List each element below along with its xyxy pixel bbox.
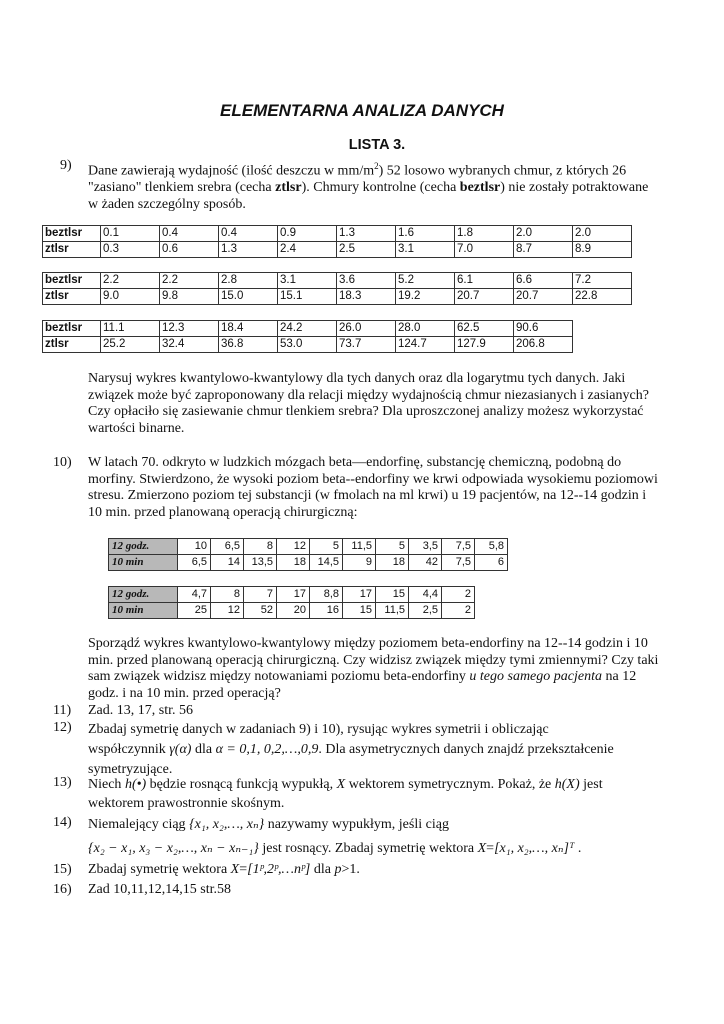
exercise-9-number: 9) [60, 158, 72, 173]
endorphin-table-1 [108, 538, 508, 571]
exercise-11-number: 11) [53, 703, 72, 718]
table-cell: 25 [178, 603, 211, 619]
table-cell: 15 [343, 603, 376, 619]
row-label-12h: 12 godz. [109, 587, 178, 603]
differences-formula: {x₂ − x₁, x₃ − x₂,…, xₙ − xₙ₋₁} [88, 841, 259, 856]
table-cell: 2,5 [409, 603, 442, 619]
table-cell: 8,8 [310, 587, 343, 603]
table-cell: 14,5 [310, 555, 343, 571]
table-cell: 9.8 [160, 289, 219, 305]
table-cell: 2.5 [337, 242, 396, 258]
table-cell: 25.2 [101, 337, 160, 353]
table-cell: 7,5 [442, 555, 475, 571]
table-cell: 26.0 [337, 321, 396, 337]
table-cell: 4,7 [178, 587, 211, 603]
row-label-beztlsr: beztlsr [43, 226, 101, 242]
cloud-data-table-1 [42, 225, 632, 258]
table-row-10min [109, 603, 475, 619]
table-cell: 17 [277, 587, 310, 603]
table-cell: 16 [310, 603, 343, 619]
exercise-10-number: 10) [53, 455, 72, 470]
table-cell: 1.3 [219, 242, 278, 258]
table-cell: 11,5 [376, 603, 409, 619]
exercise-12-number: 12) [53, 720, 72, 735]
table-cell: 20 [277, 603, 310, 619]
table-cell: 12.3 [160, 321, 219, 337]
table-row-ztlsr [43, 289, 632, 305]
table-cell: 18.4 [219, 321, 278, 337]
exercise-9-question: Narysuj wykres kwantylowo-kwantylowy dla tych danych oraz dla logarytmu tych danych. Jaki związek może być zaproponowany dla relacji między wydajnością chmur niezasianych i zasianych? Czy opłaciło się zasiewanie chmur tlenkiem srebra? Dla uproszczonej analizy możesz wykorzystać wartości binarne. [88, 371, 649, 436]
table-cell: 36.8 [219, 337, 278, 353]
table-row-10min [109, 555, 508, 571]
table-cell: 2.8 [219, 273, 278, 289]
cloud-data-table-3 [42, 320, 573, 353]
table-cell: 52 [244, 603, 277, 619]
table-cell: 2.2 [160, 273, 219, 289]
row-label-12h: 12 godz. [109, 539, 178, 555]
table-cell: 5 [310, 539, 343, 555]
gamma-alpha-formula: γ(α) [169, 742, 192, 757]
table-cell: 124.7 [396, 337, 455, 353]
table-cell: 0.3 [101, 242, 160, 258]
power-vector-formula: [1ᵖ,2ᵖ,…nᵖ] [247, 862, 311, 877]
row-label-ztlsr: ztlsr [43, 337, 101, 353]
table-cell: 90.6 [514, 321, 573, 337]
table-cell: 28.0 [396, 321, 455, 337]
exercise-14-text: Niemalejący ciąg {x₁, x₂,…, xₙ} nazywamy wypukłym, jeśli ciąg {x₂ − x₁, x₃ − x₂,…, xₙ − xₙ₋₁} jest rosnący. Zbadaj symetrię wektora X=[x₁, x₂,…, xₙ]ᵀ . [88, 817, 582, 856]
table-cell: 0.4 [219, 226, 278, 242]
sequence-formula: {x₁, x₂,…, xₙ} [189, 817, 265, 832]
table-cell: 3.1 [278, 273, 337, 289]
list-subtitle: LISTA 3. [348, 137, 406, 153]
table-cell: 206.8 [514, 337, 573, 353]
exercise-13-number: 13) [53, 775, 72, 790]
table-cell: 7 [244, 587, 277, 603]
table-cell: 3.1 [396, 242, 455, 258]
table-cell: 1.8 [455, 226, 514, 242]
table-cell: 8 [244, 539, 277, 555]
table-cell: 7,5 [442, 539, 475, 555]
table-cell: 53.0 [278, 337, 337, 353]
table-cell: 17 [343, 587, 376, 603]
table-cell: 18 [376, 555, 409, 571]
table-cell: 15.0 [219, 289, 278, 305]
table-cell: 127.9 [455, 337, 514, 353]
table-cell: 20.7 [455, 289, 514, 305]
table-cell: 42 [409, 555, 442, 571]
table-cell: 19.2 [396, 289, 455, 305]
table-cell: 1.3 [337, 226, 396, 242]
row-label-10min: 10 min [109, 603, 178, 619]
exercise-15-number: 15) [53, 862, 72, 877]
table-cell: 12 [277, 539, 310, 555]
table-cell: 12 [211, 603, 244, 619]
table-cell: 20.7 [514, 289, 573, 305]
table-cell: 7.2 [573, 273, 632, 289]
table-cell: 2.0 [573, 226, 632, 242]
table-cell: 2.2 [101, 273, 160, 289]
exercise-15-text: Zbadaj symetrię wektora X=[1ᵖ,2ᵖ,…nᵖ] dla p>1. [88, 862, 360, 877]
document-title: ELEMENTARNA ANALIZA DANYCH [220, 101, 504, 120]
table-row-12h [109, 587, 475, 603]
table-row-beztlsr [43, 273, 632, 289]
table-cell: 4,4 [409, 587, 442, 603]
row-label-10min: 10 min [109, 555, 178, 571]
table-cell: 32.4 [160, 337, 219, 353]
table-row-12h [109, 539, 508, 555]
exercise-14-number: 14) [53, 815, 72, 830]
exercise-16-number: 16) [53, 882, 72, 897]
table-cell: 3,5 [409, 539, 442, 555]
table-cell: 15.1 [278, 289, 337, 305]
table-cell: 6,5 [211, 539, 244, 555]
table-cell: 6.1 [455, 273, 514, 289]
table-cell: 15 [376, 587, 409, 603]
vector-formula: [x₁, x₂,…, xₙ]ᵀ [494, 841, 575, 856]
table-cell: 6.6 [514, 273, 573, 289]
cloud-data-table-2 [42, 272, 632, 305]
row-label-ztlsr: ztlsr [43, 242, 101, 258]
exercise-10-text: W latach 70. odkryto w ludzkich mózgach beta—endorfinę, substancję chemiczną, podobną do morfiny. Stwierdzono, że wysoki poziom beta--endorfiny we krwi odpowiada wysokiemu poziomowi stresu. Zmierzono poziom tej substancji (w fmolach na ml krwi) u 19 pacjentów, na 12--14 godzin i 10 min. przed planowaną operacją chirurgiczną: [88, 455, 658, 520]
table-cell: 11,5 [343, 539, 376, 555]
table-cell: 73.7 [337, 337, 396, 353]
table-cell: 0.4 [160, 226, 219, 242]
table-cell: 10 [178, 539, 211, 555]
table-row-beztlsr [43, 226, 632, 242]
exercise-16-text: Zad 10,11,12,14,15 str.58 [88, 882, 231, 897]
table-cell: 0.1 [101, 226, 160, 242]
table-cell: 14 [211, 555, 244, 571]
table-cell: 8.9 [573, 242, 632, 258]
table-cell: 2.4 [278, 242, 337, 258]
table-cell: 7.0 [455, 242, 514, 258]
table-cell: 24.2 [278, 321, 337, 337]
table-cell: 8.7 [514, 242, 573, 258]
table-row-beztlsr [43, 321, 573, 337]
exercise-13-text: Niech h(•) będzie rosnącą funkcją wypukłą, X wektorem symetrycznym. Pokaż, że h(X) jest wektorem prawostronnie skośnym. [88, 777, 603, 811]
row-label-ztlsr: ztlsr [43, 289, 101, 305]
table-cell: 9.0 [101, 289, 160, 305]
row-label-beztlsr: beztlsr [43, 321, 101, 337]
alpha-range-formula: α = 0,1, 0,2,…,0,9 [215, 742, 319, 757]
exercise-11-text: Zad. 13, 17, str. 56 [88, 703, 193, 718]
exercise-12-text: Zbadaj symetrię danych w zadaniach 9) i 10), rysując wykres symetrii i obliczając współczynnik γ(α) dla α = 0,1, 0,2,…,0,9. Dla asymetrycznych danych znajdź przekształcenie symetryzujące. [88, 722, 614, 777]
row-label-beztlsr: beztlsr [43, 273, 101, 289]
table-cell: 5.2 [396, 273, 455, 289]
table-cell: 5 [376, 539, 409, 555]
table-cell: 11.1 [101, 321, 160, 337]
table-cell: 5,8 [475, 539, 508, 555]
table-cell: 6,5 [178, 555, 211, 571]
table-cell: 13,5 [244, 555, 277, 571]
table-cell: 3.6 [337, 273, 396, 289]
table-cell: 2.0 [514, 226, 573, 242]
endorphin-table-2 [108, 586, 475, 619]
table-cell: 18.3 [337, 289, 396, 305]
exercise-10-question: Sporządź wykres kwantylowo-kwantylowy między poziomem beta-endorfiny na 12--14 godzin i 10 min. przed planowaną operacją chirurgiczną. Czy widzisz związek między tymi zmiennymi? Czy taki sam związek widzisz między notowaniami poziomu beta-endorfiny u tego samego pacjenta na 12 godz. i na 10 min. przed operacją? [88, 636, 659, 701]
table-cell: 18 [277, 555, 310, 571]
table-cell: 2 [442, 587, 475, 603]
exercise-9-text: Dane zawierają wydajność (ilość deszczu w $mm/m^2$) 52 losowo wybranych chmur, z których 26 "zasiano" tlenkiem srebra (cecha ztlsr). Chmury kontrolne (cecha beztlsr) nie zostały potraktowane w żaden szczególny sposób. [88, 161, 649, 212]
table-row-ztlsr [43, 337, 573, 353]
table-row-ztlsr [43, 242, 632, 258]
table-cell: 8 [211, 587, 244, 603]
table-cell: 0.9 [278, 226, 337, 242]
table-cell: 9 [343, 555, 376, 571]
table-cell: 0.6 [160, 242, 219, 258]
table-cell: 1.6 [396, 226, 455, 242]
table-cell: 22.8 [573, 289, 632, 305]
table-cell: 2 [442, 603, 475, 619]
table-cell: 62.5 [455, 321, 514, 337]
table-cell: 6 [475, 555, 508, 571]
